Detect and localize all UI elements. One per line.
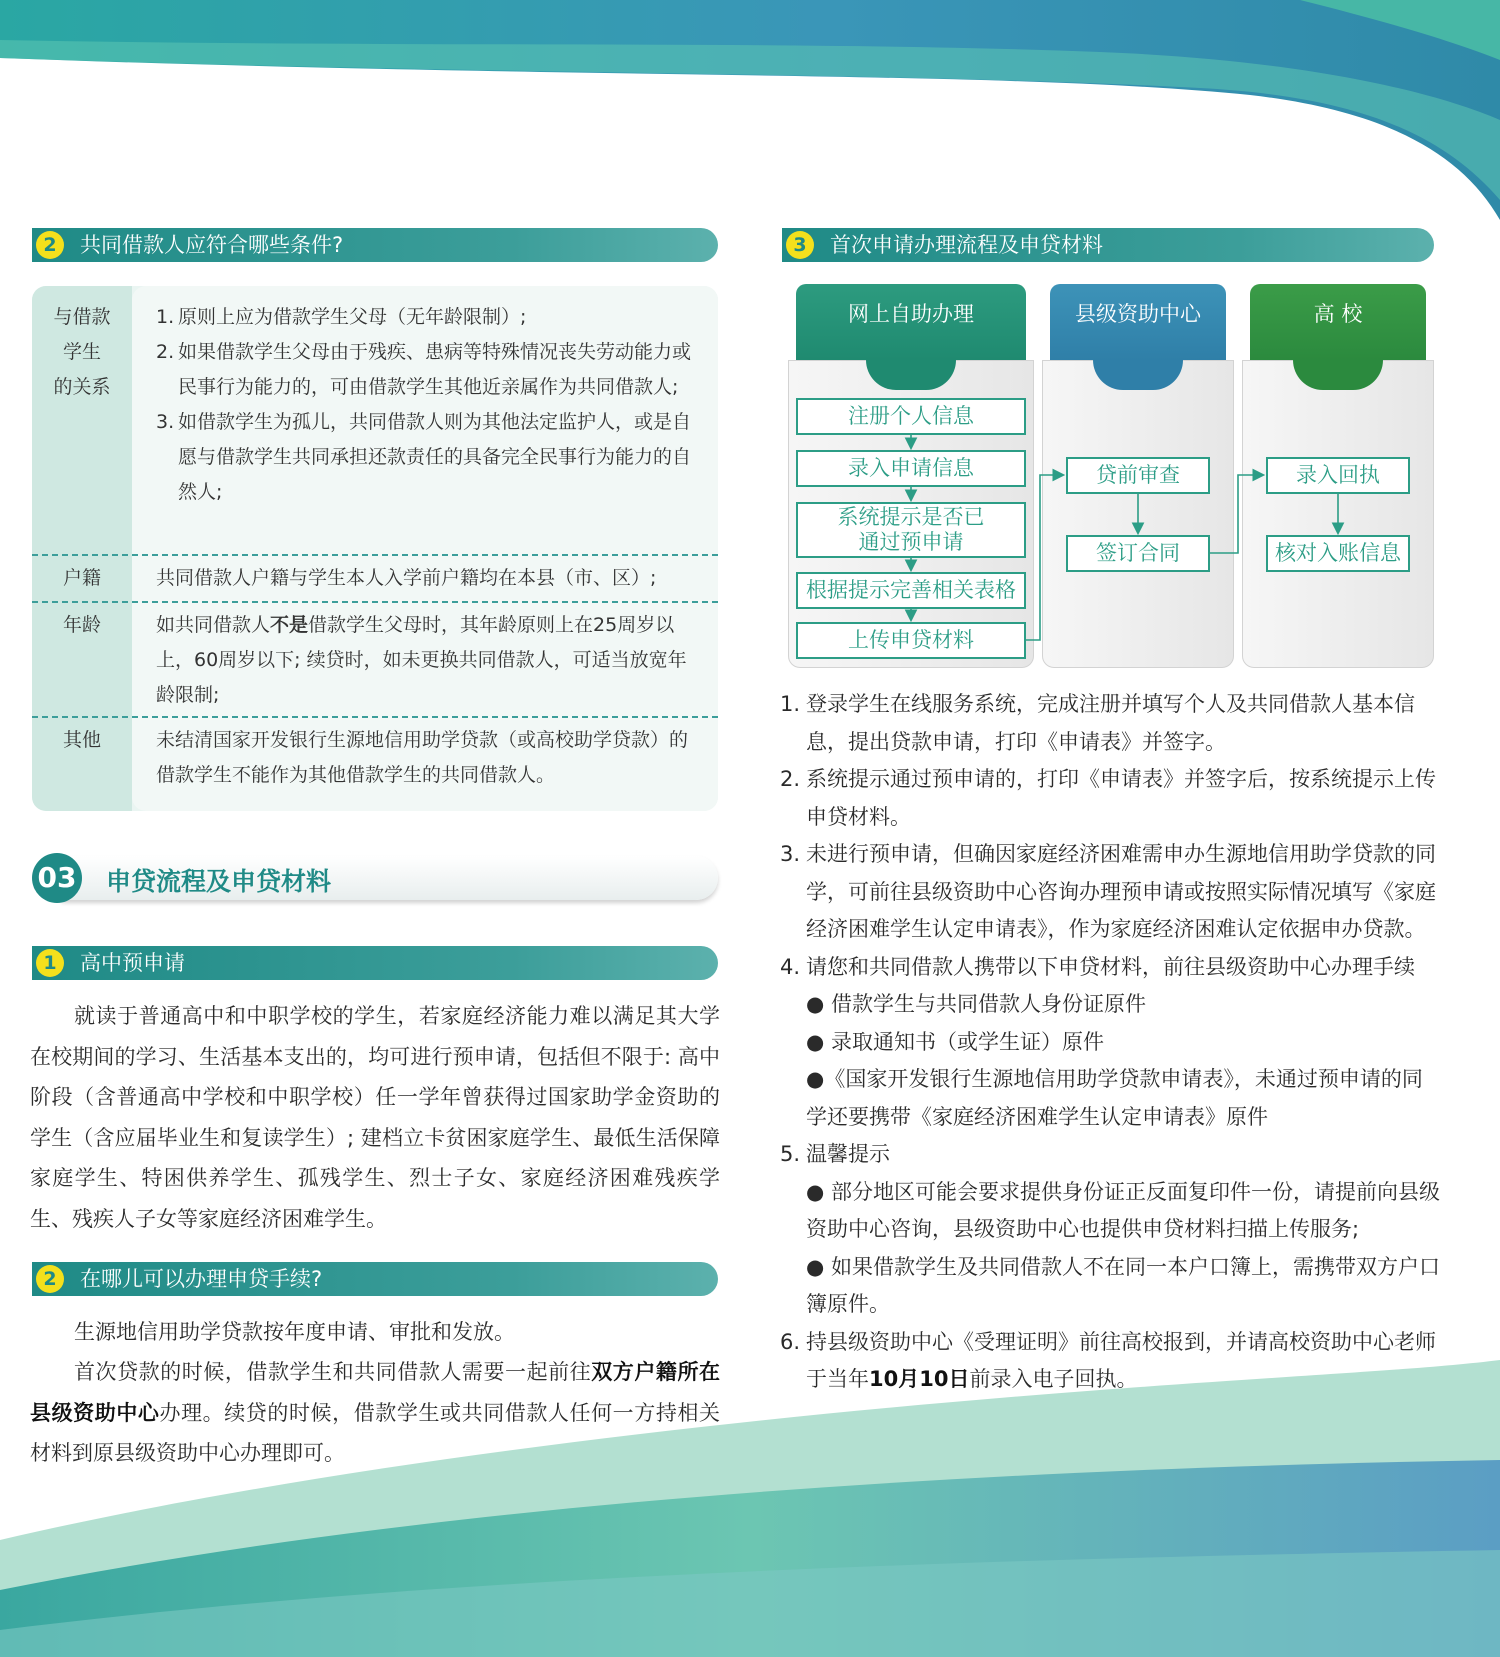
step-4: 4. 请您和共同借款人携带以下申贷材料，前往县级资助中心办理手续 [780, 954, 1415, 979]
flow-step-pre-check: 系统提示是否已 通过预申请 [796, 502, 1026, 558]
section-number-badge: 2 [36, 1265, 64, 1293]
step-4-bullet: ●《国家开发银行生源地信用助学贷款申请表》，未通过预申请的同学还要携带《家庭经济困难学生认定申请表》原件 [806, 1067, 1423, 1129]
list-item: 2. 如果借款学生父母由于残疾、患病等特殊情况丧失劳动能力或民事行为能力的，可由借款学生其他近亲属作为共同借款人; [156, 341, 692, 398]
step-4-bullet: ● 借款学生与共同借款人身份证原件 [806, 992, 1146, 1016]
row-label: 户籍 [62, 567, 101, 589]
row-text: 共同借款人户籍与学生本人入学前户籍均在本县（市、区）; [156, 567, 657, 589]
row-label: 与借款 学生 的关系 [53, 306, 111, 398]
flow-step-pre-loan-review: 贷前审查 [1066, 457, 1210, 494]
section-2-header [32, 228, 718, 262]
flow-step-sign-contract: 签订合同 [1066, 535, 1210, 572]
application-steps [780, 686, 1440, 1399]
flow-column-university: 高 校 [1250, 284, 1426, 360]
step-4-bullet: ● 录取通知书（或学生证）原件 [806, 1029, 1104, 1054]
section-03-number: 03 [32, 853, 82, 903]
list-item: 3. 如借款学生为孤儿，共同借款人则为其他法定监护人，或是自愿与借款学生共同承担还款责任的具备完全民事行为能力的自然人; [156, 411, 692, 503]
flow-step-complete-forms: 根据提示完善相关表格 [796, 572, 1026, 609]
step-5-bullet: ● 如果借款学生及共同借款人不在同一本户口簿上，需携带双方户口簿原件。 [806, 1254, 1440, 1316]
row-label: 其他 [62, 729, 101, 751]
step-3: 3. 未进行预申请，但确因家庭经济困难需申办生源地信用助学贷款的同学，可前往县级资助中心咨询办理预申请或按照实际情况填写《家庭经济困难学生认定申请表》，作为家庭经济困难认定依据申办贷款。 [780, 842, 1436, 941]
section-number-badge: 2 [36, 231, 64, 259]
section-title: 高中预申请 [80, 951, 185, 975]
step-2: 2. 系统提示通过预申请的，打印《申请表》并签字后，按系统提示上传申贷材料。 [780, 767, 1436, 829]
flow-column-county: 县级资助中心 [1050, 284, 1226, 360]
row-text: 未结清国家开发银行生源地信用助学贷款（或高校助学贷款）的借款学生不能作为其他借款学生的共同借款人。 [156, 729, 689, 786]
step-6: 6. 持县级资助中心《受理证明》前往高校报到，并请高校资助中心老师于当年10月10日前录入电子回执。 [780, 1329, 1436, 1391]
step-1: 1. 登录学生在线服务系统，完成注册并填写个人及共同借款人基本信息，提出贷款申请，打印《申请表》并签字。 [780, 692, 1415, 754]
conditions-table [32, 286, 718, 811]
subsection-2-header [32, 1262, 718, 1296]
section-3-header [782, 228, 1434, 262]
section-title: 在哪儿可以办理申贷手续? [80, 1267, 323, 1291]
row-label: 年龄 [62, 614, 101, 636]
row-text: 如共同借款人不是借款学生父母时，其年龄原则上在25周岁以上，60周岁以下; 续贷时，如未更换共同借款人，可适当放宽年龄限制; [156, 614, 687, 706]
section-03-title: 申贷流程及申贷材料 [106, 867, 332, 896]
top-wave-decoration [0, 0, 1500, 220]
section-title: 共同借款人应符合哪些条件? [80, 233, 344, 257]
where-paragraph-1: 生源地信用助学贷款按年度申请、审批和发放。 [74, 1320, 515, 1344]
list-item: 1. 原则上应为借款学生父母（无年龄限制）; [156, 306, 527, 328]
flow-column-online: 网上自助办理 [796, 284, 1026, 360]
where-paragraph-2: 首次贷款的时候，借款学生和共同借款人需要一起前往双方户籍所在县级资助中心办理。续贷的时候，借款学生或共同借款人任何一方持相关材料到原县级资助中心办理即可。 [30, 1360, 721, 1465]
flow-step-verify-account: 核对入账信息 [1266, 535, 1410, 572]
step-5-bullet: ● 部分地区可能会要求提供身份证正反面复印件一份，请提前向县级资助中心咨询，县级资助中心也提供申贷材料扫描上传服务; [806, 1179, 1440, 1241]
flow-step-register: 注册个人信息 [796, 398, 1026, 435]
section-number-badge: 3 [786, 231, 814, 259]
flow-step-upload: 上传申贷材料 [796, 622, 1026, 659]
section-number-badge: 1 [36, 949, 64, 977]
pre-application-paragraph: 就读于普通高中和中职学校的学生，若家庭经济能力难以满足其大学在校期间的学习、生活基本支出的，均可进行预申请，包括但不限于: 高中阶段（含普通高中学校和中职学校）任一学年曾获得过国家助学金资助的学生（含应届毕业生和复读学生）; 建档立卡贫困家庭学生、最低生活保障家庭学生、特困供养学生、孤残学生、烈士子女、家庭经济困难残疾学生、残疾人子女等家庭经济困难学生。 [30, 1004, 720, 1231]
flow-step-enter-application: 录入申请信息 [796, 450, 1026, 487]
flow-step-enter-receipt: 录入回执 [1266, 457, 1410, 494]
subsection-1-header [32, 946, 718, 980]
section-03-banner [32, 856, 718, 904]
step-5: 5. 温馨提示 [780, 1142, 890, 1166]
section-title: 首次申请办理流程及申贷材料 [830, 233, 1103, 257]
